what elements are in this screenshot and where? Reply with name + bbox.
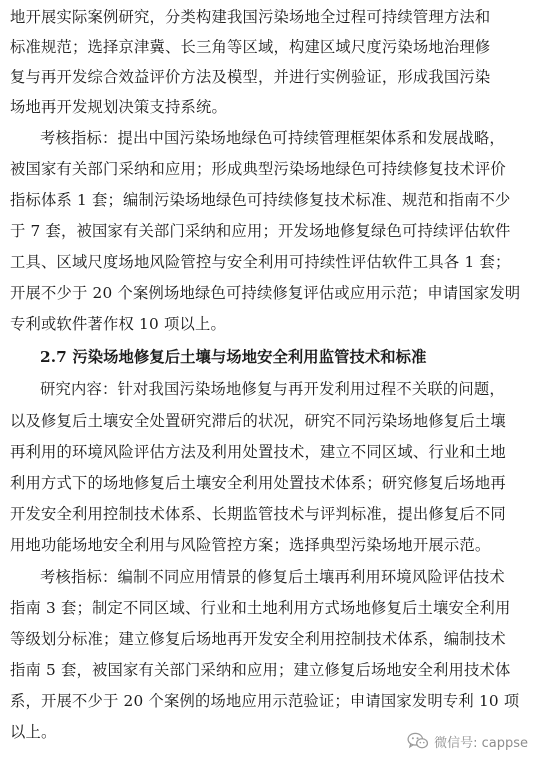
paragraph-line: 指南 5 套，被国家有关部门采纳和应用；建立修复后场地安全利用技术体 (10, 661, 511, 679)
paragraph-line: 再利用的环境风险评估方法及利用处置技术，建立不同区域、行业和土地 (10, 443, 506, 461)
paragraph-line: 专利或软件著作权 10 项以上。 (10, 315, 226, 333)
paragraph-line: 等级划分标准；建立修复后场地再开发安全利用控制技术体系，编制技术 (10, 630, 506, 648)
paragraph-line: 以上。 (10, 723, 57, 741)
paragraph-line: 指南 3 套；制定不同区域、行业和土地利用方式场地修复后土壤安全利用 (10, 599, 511, 617)
paragraph-line: 利用方式下的场地修复后土壤安全利用处置技术体系；研究修复后场地再 (10, 474, 506, 492)
paragraph-line: 工具、区域尺度场地风险管控与安全利用可持续性评估软件工具各 1 套； (10, 253, 511, 271)
paragraph-line: 标准规范；选择京津冀、长三角等区域，构建区域尺度污染场地治理修 (10, 38, 491, 56)
wechat-icon (407, 732, 429, 750)
paragraph-line: 被国家有关部门采纳和应用；形成典型污染场地绿色可持续修复技术评价 (10, 160, 506, 178)
paragraph-line: 用地功能场地安全利用与风险管控方案；选择典型污染场地开展示范。 (10, 536, 491, 554)
paragraph-line: 研究内容：针对我国污染场地修复与再开发利用过程不关联的问题， (40, 380, 505, 398)
section-heading: 2.7 污染场地修复后土壤与场地安全利用监管技术和标准 (40, 348, 427, 366)
paragraph-line: 系，开展不少于 20 个案例的场地应用示范验证；申请国家发明专利 10 项 (10, 692, 520, 710)
paragraph-line: 指标体系 1 套；编制污染场地绿色可持续修复技术标准、规范和指南不少 (10, 191, 511, 209)
paragraph-line: 场地再开发规划决策支持系统。 (10, 98, 227, 116)
wechat-watermark (407, 730, 528, 752)
paragraph-line: 开发安全利用控制技术体系、长期监管技术与评判标准，提出修复后不同 (10, 505, 506, 523)
paragraph-line: 开展不少于 20 个案例场地绿色可持续修复评估或应用示范；申请国家发明 (10, 284, 521, 302)
paragraph-line: 地开展实际案例研究，分类构建我国污染场地全过程可持续管理方法和 (10, 8, 491, 26)
paragraph-line: 考核指标：提出中国污染场地绿色可持续管理框架体系和发展战略， (40, 129, 505, 147)
paragraph-line: 于 7 套，被国家有关部门采纳和应用；开发场地修复绿色可持续评估软件 (10, 222, 511, 240)
paragraph-line: 考核指标：编制不同应用情景的修复后土壤再利用环境风险评估技术 (40, 568, 505, 586)
paragraph-line: 以及修复后土壤安全处置研究滞后的状况，研究不同污染场地修复后土壤 (10, 412, 506, 430)
paragraph-line: 复与再开发综合效益评价方法及模型，并进行实例验证，形成我国污染 (10, 68, 491, 86)
watermark-text: 微信号: cappse (434, 735, 528, 751)
